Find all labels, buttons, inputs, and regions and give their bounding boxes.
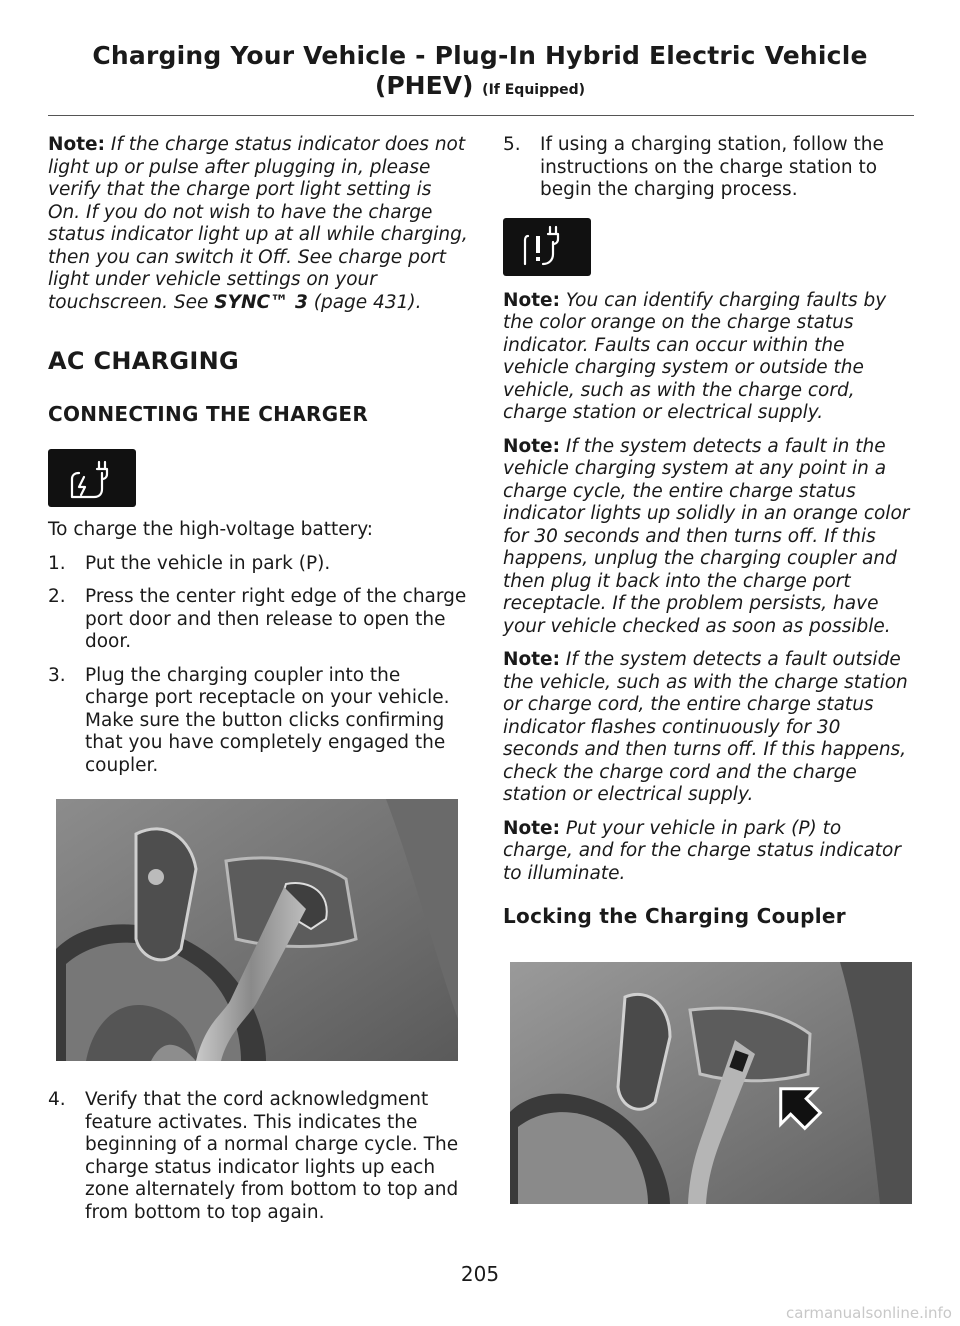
photo-locking-coupler [510,962,912,1204]
list-item [503,134,915,202]
list-item-text: Verify that the cord acknowledgment feature activates. This indicates the beginning of a normal charge cycle. The charge status indicator lights up each zone alternately from bottom to top and from bottom to top again. [85,1089,459,1223]
note-text: If the system detects a fault in the vehicle charging system at any point in a charge cycle, the entire charge status indicator lights up solidly in an orange color for 30 seconds and then turns off. If this happens, unplug the charging coupler and then plug it back into the charge port receptacle. If the problem persists, have your vehicle checked as soon as possible. [503,435,910,637]
note-label: Note: [503,649,560,670]
note-label: Note: [48,134,105,155]
page-title: Charging Your Vehicle - Plug-In Hybrid Electric Vehicle [92,41,868,70]
intro-text: To charge the high-voltage battery: [48,519,374,540]
list-item-number: 1. [48,552,66,574]
page-title-phev: (PHEV) [374,71,474,100]
right-column [503,134,915,1204]
list-item-text: Press the center right edge of the charge port door and then release to open the door. [85,586,467,652]
photo-charger-plugged-in [56,799,458,1061]
header-divider [48,115,914,116]
subheading-locking-coupler: Locking the Charging Coupler [503,904,846,928]
charging-plug-lightning-icon [48,449,136,507]
list-item-text: Plug the charging coupler into the charge port receptacle on your vehicle. Make sure the button clicks confirming that you have completely engaged the coupler. [85,664,450,776]
page-number: 205 [460,1262,500,1286]
note-text: You can identify charging faults by the color orange on the charge status indicator. Faults can occur within the vehicle charging system or outside the vehicle, such as with the charge cord, charge station or electrical supply. [503,289,887,423]
page-title-suffix: (If Equipped) [482,82,586,98]
note-label: Note: [503,817,560,839]
section-title-ac-charging: AC CHARGING [48,347,240,375]
charging-plug-fault-icon [503,218,591,276]
watermark: carmanualsonline.info [786,1304,952,1322]
note-park [503,818,915,886]
note-text: If the system detects a fault outside the vehicle, such as with the charge station or charge cord, the entire charge status indicator flashes continuously for 30 seconds and then turns off. If this happens, check the charge cord and the charge station or electrical supply. [503,649,908,805]
subsection-title-connecting: CONNECTING THE CHARGER [48,401,369,426]
note-internal-fault [503,436,915,639]
list-item-number: 3. [48,664,66,686]
page-title-line2 [0,72,960,104]
note-text: Put your vehicle in park (P) to charge, and for the charge status indicator to illuminate. [503,817,901,884]
page-reference[interactable]: (page 431). [313,291,422,313]
list-item [48,586,468,654]
note-external-fault [503,649,915,807]
note-charge-port-light [48,134,468,314]
note-label: Note: [503,435,560,457]
note-fault-color [503,290,915,425]
list-item-text: Put the vehicle in park (P). [85,552,331,574]
list-item-number: 5. [503,134,521,155]
list-item-number: 4. [48,1089,66,1110]
note-text: If the charge status indicator does not light up or pulse after plugging in, please verify that the charge port light setting is On. If you do not wish to have the charge status indicator light up at all while charging, then you can switch it Off. See charge port light under vehicle settings on your touchscreen. See [48,134,468,313]
left-column [48,134,468,1235]
list-item [48,665,468,778]
list-item-text: If using a charging station, follow the instructions on the charge station to begin the charging process. [540,134,884,200]
list-item [48,553,468,576]
note-label: Note: [503,289,560,311]
sync-reference[interactable]: SYNC™ 3 [214,291,308,313]
list-item [48,1089,468,1224]
list-item-number: 2. [48,586,66,607]
page-header [0,40,960,104]
